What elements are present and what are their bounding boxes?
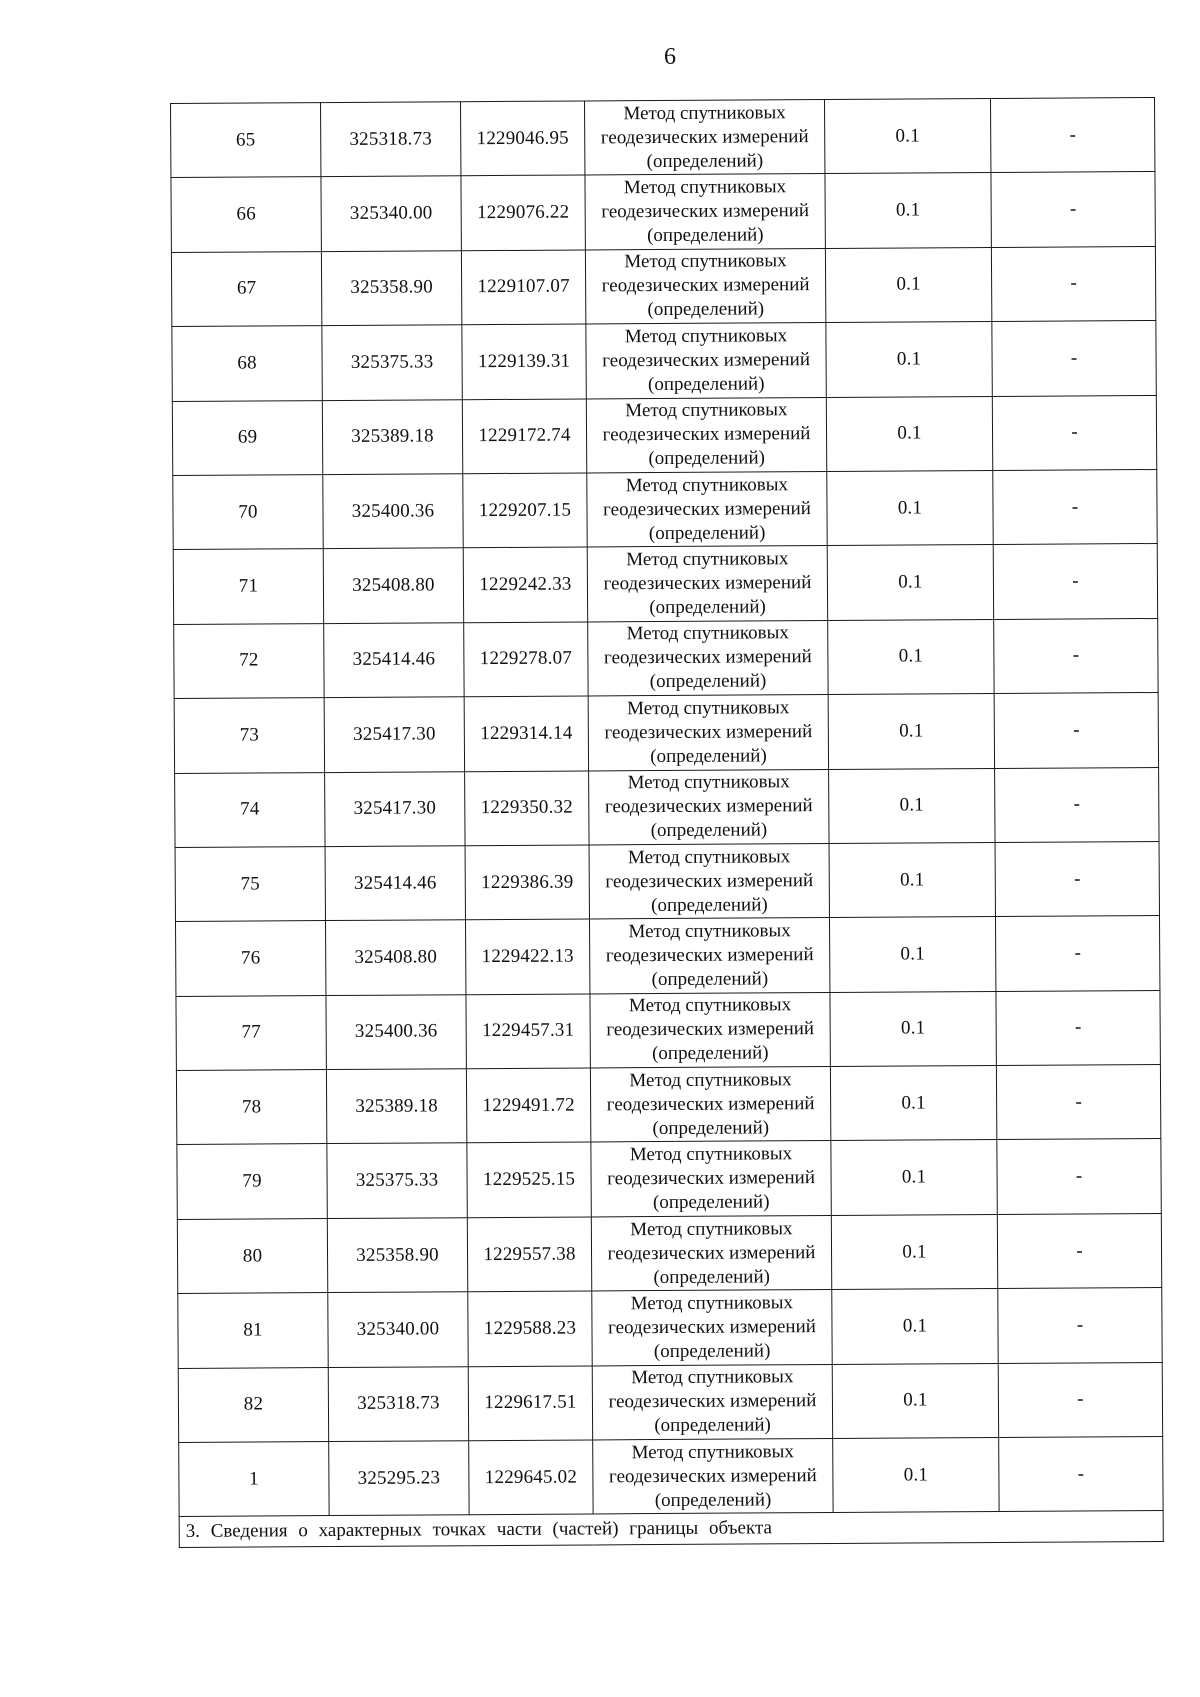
note-cell: -: [990, 97, 1154, 172]
accuracy-cell: 0.1: [829, 768, 995, 843]
method-line: Метод спутниковых: [631, 1366, 794, 1389]
table-row: [171, 172, 1155, 252]
accuracy-cell: 0.1: [829, 917, 995, 992]
method-line: Метод спутниковых: [627, 697, 790, 720]
y-coordinate-cell: 1229422.13: [465, 919, 589, 994]
note-cell: -: [991, 172, 1155, 247]
accuracy-cell: 0.1: [832, 1289, 998, 1364]
y-coordinate-cell: 1229525.15: [467, 1142, 591, 1217]
x-coordinate-cell: 325408.80: [323, 548, 463, 623]
note-cell: -: [993, 544, 1157, 619]
method-cell: [593, 1439, 833, 1515]
method-line: геодезических измерений: [601, 200, 810, 223]
table-row: [178, 1288, 1162, 1368]
note-cell: -: [998, 1288, 1162, 1363]
x-coordinate-cell: 325400.36: [326, 994, 466, 1069]
accuracy-cell: 0.1: [832, 1363, 998, 1438]
y-coordinate-cell: 1229617.51: [468, 1366, 592, 1441]
y-coordinate-cell: 1229588.23: [468, 1291, 592, 1366]
y-coordinate-cell: 1229107.07: [461, 250, 585, 325]
method-line: Метод спутниковых: [623, 101, 786, 124]
method-line: (определений): [647, 373, 765, 395]
method-line: геодезических измерений: [606, 1018, 815, 1041]
accuracy-cell: 0.1: [826, 396, 992, 471]
table-row: [178, 1362, 1162, 1442]
x-coordinate-cell: 325358.90: [327, 1218, 467, 1293]
accuracy-cell: 0.1: [828, 694, 994, 769]
y-coordinate-cell: 1229172.74: [462, 399, 586, 474]
method-line: (определений): [650, 819, 768, 842]
note-cell: -: [995, 841, 1159, 916]
method-line: (определений): [646, 224, 764, 247]
method-line: (определений): [648, 447, 766, 470]
section-heading: 3. Сведения о характерных точках части (частей) границы объекта: [179, 1511, 1163, 1548]
point-number-cell: 72: [174, 623, 324, 698]
x-coordinate-cell: 325318.73: [321, 102, 461, 177]
method-cell: [585, 248, 825, 324]
note-cell: -: [996, 1065, 1160, 1140]
y-coordinate-cell: 1229386.39: [465, 845, 589, 920]
note-cell: -: [997, 1213, 1161, 1288]
method-line: Метод спутниковых: [624, 325, 788, 348]
coordinates-table: [170, 97, 1164, 1548]
note-cell: -: [992, 321, 1156, 396]
table-body: [171, 97, 1164, 1547]
method-line: (определений): [650, 745, 767, 767]
method-line: (определений): [647, 298, 765, 321]
accuracy-cell: 0.1: [824, 98, 990, 173]
x-coordinate-cell: 325417.30: [325, 771, 465, 846]
accuracy-cell: 0.1: [830, 1066, 996, 1141]
y-coordinate-cell: 1229645.02: [469, 1440, 593, 1515]
method-line: геодезических измерений: [604, 720, 813, 744]
method-cell: [592, 1290, 832, 1366]
accuracy-cell: 0.1: [828, 619, 994, 694]
note-cell: -: [994, 618, 1158, 693]
x-coordinate-cell: 325417.30: [324, 697, 464, 772]
method-cell: [589, 918, 829, 994]
method-line: геодезических измерений: [602, 348, 811, 372]
method-cell: [590, 992, 830, 1068]
method-line: Метод спутниковых: [629, 1143, 793, 1166]
x-coordinate-cell: 325389.18: [326, 1069, 466, 1144]
method-line: (определений): [652, 1117, 770, 1139]
table-row: [173, 469, 1157, 549]
method-line: геодезических измерений: [604, 795, 813, 818]
method-line: Метод спутниковых: [630, 1217, 793, 1240]
method-cell: [587, 546, 827, 622]
method-line: Метод спутниковых: [627, 845, 791, 868]
note-cell: -: [999, 1436, 1163, 1511]
point-number-cell: 70: [173, 475, 323, 550]
method-line: (определений): [652, 1191, 770, 1214]
method-line: (определений): [646, 150, 764, 172]
note-cell: -: [993, 469, 1157, 544]
note-cell: -: [998, 1362, 1162, 1437]
accuracy-cell: 0.1: [826, 322, 992, 397]
method-cell: [590, 1067, 830, 1143]
table-row: [176, 1065, 1160, 1145]
method-cell: [591, 1215, 831, 1291]
method-cell: [587, 471, 827, 547]
table-row: [175, 841, 1159, 921]
accuracy-cell: 0.1: [830, 991, 996, 1066]
note-cell: -: [996, 990, 1160, 1065]
method-cell: [589, 769, 829, 845]
y-coordinate-cell: 1229457.31: [466, 994, 590, 1069]
method-line: Метод спутниковых: [628, 994, 792, 1017]
method-line: геодезических измерений: [607, 1167, 816, 1190]
y-coordinate-cell: 1229076.22: [461, 175, 585, 250]
method-line: (определений): [651, 893, 768, 916]
table-row: [171, 246, 1155, 326]
x-coordinate-cell: 325375.33: [327, 1143, 467, 1218]
point-number-cell: 68: [172, 326, 322, 401]
method-line: (определений): [654, 1489, 772, 1511]
y-coordinate-cell: 1229242.33: [463, 547, 587, 622]
accuracy-cell: 0.1: [831, 1140, 997, 1215]
point-number-cell: 78: [176, 1070, 326, 1145]
x-coordinate-cell: 325375.33: [322, 325, 462, 400]
method-cell: [588, 620, 828, 696]
table-row: [177, 1139, 1161, 1219]
accuracy-cell: 0.1: [825, 173, 991, 248]
x-coordinate-cell: 325414.46: [325, 846, 465, 921]
point-number-cell: 75: [175, 846, 325, 921]
method-line: геодезических измерений: [607, 1241, 816, 1264]
method-line: геодезических измерений: [601, 274, 810, 297]
method-line: Метод спутниковых: [631, 1440, 794, 1463]
point-number-cell: 69: [172, 400, 322, 475]
y-coordinate-cell: 1229314.14: [464, 696, 588, 771]
method-cell: [585, 174, 825, 250]
method-line: геодезических измерений: [608, 1316, 816, 1339]
method-line: геодезических измерений: [608, 1464, 817, 1488]
point-number-cell: 82: [178, 1367, 328, 1442]
y-coordinate-cell: 1229557.38: [467, 1217, 591, 1292]
table-row: [177, 1213, 1161, 1293]
accuracy-cell: 0.1: [829, 842, 995, 917]
table-row: [173, 544, 1157, 624]
method-line: геодезических измерений: [605, 944, 814, 967]
x-coordinate-cell: 325340.00: [321, 176, 461, 251]
method-line: (определений): [651, 968, 769, 991]
method-line: Метод спутниковых: [626, 548, 789, 571]
accuracy-cell: 0.1: [831, 1214, 997, 1289]
table-row: [171, 97, 1155, 177]
note-cell: -: [991, 246, 1155, 321]
point-number-cell: 65: [171, 103, 321, 178]
method-line: (определений): [649, 596, 766, 619]
method-cell: [591, 1141, 831, 1217]
point-number-cell: 67: [171, 251, 321, 326]
x-coordinate-cell: 325408.80: [325, 920, 465, 995]
method-line: Метод спутниковых: [627, 771, 790, 794]
method-line: геодезических измерений: [603, 497, 811, 521]
method-line: геодезических измерений: [603, 646, 812, 669]
table-row: [174, 693, 1158, 773]
accuracy-cell: 0.1: [833, 1437, 999, 1512]
method-line: геодезических измерений: [602, 423, 811, 446]
method-line: (определений): [651, 1042, 769, 1065]
point-number-cell: 77: [176, 995, 326, 1070]
x-coordinate-cell: 325400.36: [323, 474, 463, 549]
method-line: Метод спутниковых: [630, 1292, 794, 1315]
point-number-cell: 66: [171, 177, 321, 252]
y-coordinate-cell: 1229139.31: [462, 324, 586, 399]
method-line: (определений): [653, 1265, 771, 1288]
point-number-cell: 81: [178, 1293, 328, 1368]
note-cell: -: [997, 1139, 1161, 1214]
point-number-cell: 1: [179, 1442, 329, 1517]
table-row: [174, 618, 1158, 698]
method-line: (определений): [649, 670, 767, 693]
point-number-cell: 73: [174, 698, 324, 773]
method-line: Метод спутниковых: [625, 399, 788, 422]
table-row: [172, 321, 1156, 401]
y-coordinate-cell: 1229207.15: [463, 473, 587, 548]
method-line: геодезических измерений: [605, 869, 814, 892]
note-cell: -: [995, 916, 1159, 991]
x-coordinate-cell: 325295.23: [329, 1441, 469, 1516]
document-sheet: [170, 97, 1163, 1548]
table-row: [176, 916, 1160, 996]
method-line: Метод спутниковых: [625, 473, 789, 496]
method-line: Метод спутниковых: [623, 176, 787, 199]
point-number-cell: 79: [177, 1144, 327, 1219]
y-coordinate-cell: 1229491.72: [466, 1068, 590, 1143]
x-coordinate-cell: 325318.73: [328, 1366, 468, 1441]
note-cell: -: [995, 767, 1159, 842]
accuracy-cell: 0.1: [827, 545, 993, 620]
method-cell: [586, 397, 826, 473]
method-cell: [589, 843, 829, 919]
method-line: (определений): [653, 1340, 771, 1363]
page-number: 6: [664, 44, 676, 70]
method-line: Метод спутниковых: [626, 622, 789, 645]
method-cell: [584, 100, 824, 176]
x-coordinate-cell: 325340.00: [328, 1292, 468, 1367]
accuracy-cell: 0.1: [827, 470, 993, 545]
table-row: [172, 395, 1156, 475]
x-coordinate-cell: 325389.18: [322, 399, 462, 474]
note-cell: -: [992, 395, 1156, 470]
method-line: геодезических измерений: [600, 125, 809, 149]
method-cell: [592, 1364, 832, 1440]
method-line: геодезических измерений: [603, 572, 812, 595]
x-coordinate-cell: 325358.90: [321, 251, 461, 326]
table-row: [176, 990, 1160, 1070]
y-coordinate-cell: 1229046.95: [460, 101, 584, 176]
method-line: геодезических измерений: [608, 1390, 817, 1413]
table-row: [175, 767, 1159, 847]
accuracy-cell: 0.1: [825, 247, 991, 322]
y-coordinate-cell: 1229278.07: [464, 622, 588, 697]
point-number-cell: 80: [177, 1218, 327, 1293]
y-coordinate-cell: 1229350.32: [465, 770, 589, 845]
method-line: (определений): [654, 1414, 771, 1437]
point-number-cell: 76: [176, 921, 326, 996]
method-line: (определений): [648, 522, 766, 544]
note-cell: -: [994, 693, 1158, 768]
method-line: Метод спутниковых: [624, 250, 787, 273]
method-line: Метод спутниковых: [629, 1068, 792, 1091]
method-line: геодезических измерений: [606, 1092, 815, 1116]
point-number-cell: 71: [173, 549, 323, 624]
x-coordinate-cell: 325414.46: [324, 622, 464, 697]
table-row: [179, 1436, 1163, 1516]
method-cell: [586, 323, 826, 399]
section-heading-row: [179, 1511, 1163, 1548]
point-number-cell: 74: [175, 772, 325, 847]
method-line: Метод спутниковых: [628, 920, 791, 943]
method-cell: [588, 695, 828, 771]
